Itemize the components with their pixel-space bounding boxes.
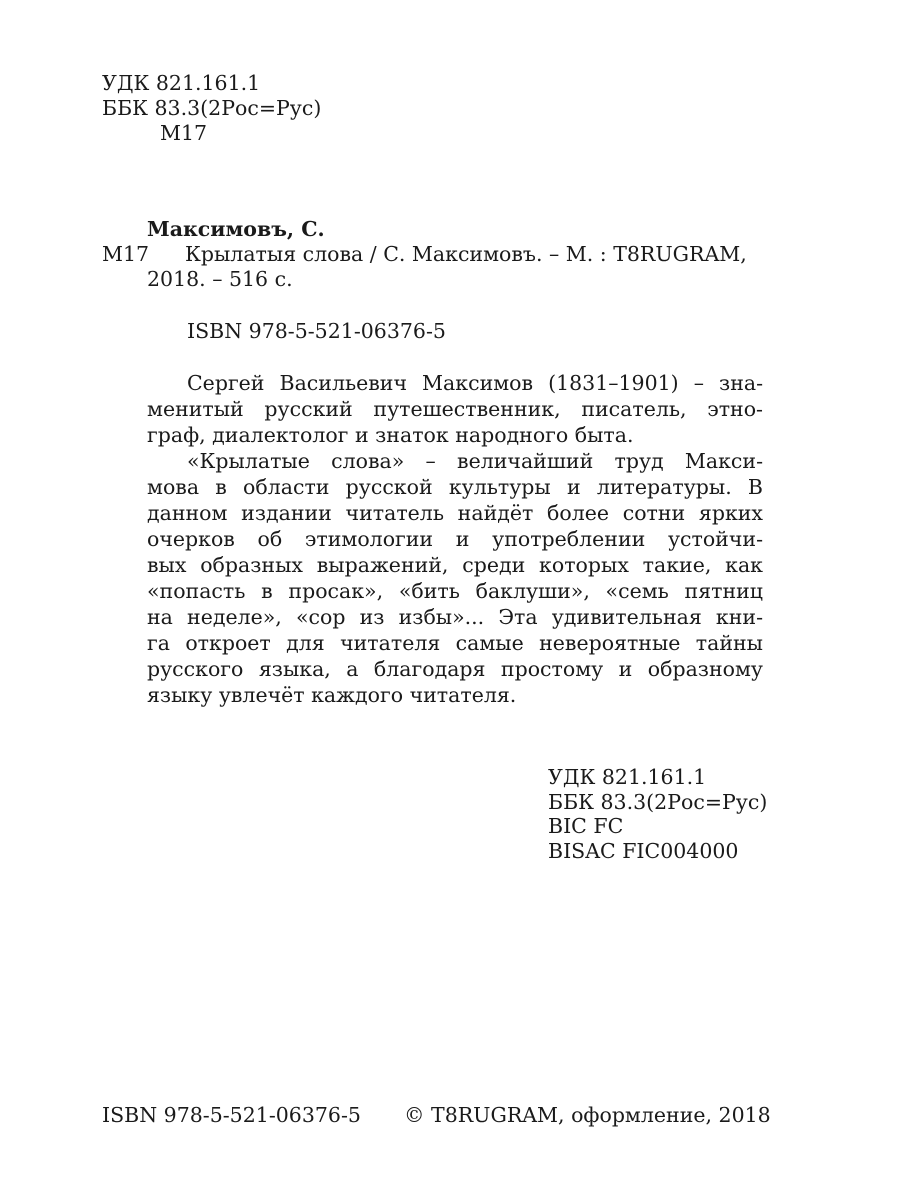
annotation-p1-line-3: граф, диалектолог и знаток народного быта. bbox=[147, 423, 634, 447]
author-mark: М17 bbox=[102, 242, 150, 266]
annotation-p2-line-1: «Крылатые слова» – величайший труд Макси- bbox=[187, 449, 763, 473]
udk-code-top: УДК 821.161.1 bbox=[102, 71, 261, 95]
annotation-p2-line-2: мова в области русской культуры и литературы. В bbox=[147, 475, 763, 499]
imprint-line: 2018. – 516 с. bbox=[147, 267, 293, 291]
annotation-p2-line-4: очерков об этимологии и употреблении устойчи- bbox=[147, 527, 763, 551]
title-line: Крылатыя слова / С. Максимовъ. – М. : T8RUGRAM, bbox=[185, 242, 747, 266]
annotation-p1-line-2: менитый русский путешественник, писатель, этно- bbox=[147, 397, 763, 421]
bbk-code-top: ББК 83.3(2Рос=Рус) bbox=[102, 96, 322, 120]
annotation-p1-line-1: Сергей Васильевич Максимов (1831–1901) – зна- bbox=[187, 371, 763, 395]
annotation-p2-line-8: га откроет для читателя самые невероятные тайны bbox=[147, 631, 763, 655]
footer-isbn: ISBN 978-5-521-06376-5 bbox=[102, 1103, 361, 1127]
author-heading: Максимовъ, С. bbox=[147, 217, 325, 241]
annotation-p2-line-10: языку увлечёт каждого читателя. bbox=[147, 683, 517, 707]
bic-code: BIC FC bbox=[548, 814, 624, 838]
author-mark-top: М17 bbox=[160, 121, 208, 145]
annotation-p2-line-3: данном издании читатель найдёт более сотни ярких bbox=[147, 501, 763, 525]
udk-code-right: УДК 821.161.1 bbox=[548, 765, 707, 789]
annotation-p2-line-9: русского языка, а благодаря простому и образному bbox=[147, 657, 763, 681]
annotation-p2-line-5: вых образных выражений, среди которых такие, как bbox=[147, 553, 763, 577]
bbk-code-right: ББК 83.3(2Рос=Рус) bbox=[548, 790, 768, 814]
annotation-p2-line-6: «попасть в просак», «бить баклуши», «семь пятниц bbox=[147, 579, 763, 603]
bisac-code: BISAC FIC004000 bbox=[548, 839, 739, 863]
annotation-p2-line-7: на неделе», «сор из избы»... Эта удивительная кни- bbox=[147, 605, 763, 629]
isbn-card: ISBN 978-5-521-06376-5 bbox=[187, 319, 446, 343]
footer-copyright: © T8RUGRAM, оформление, 2018 bbox=[404, 1103, 771, 1127]
